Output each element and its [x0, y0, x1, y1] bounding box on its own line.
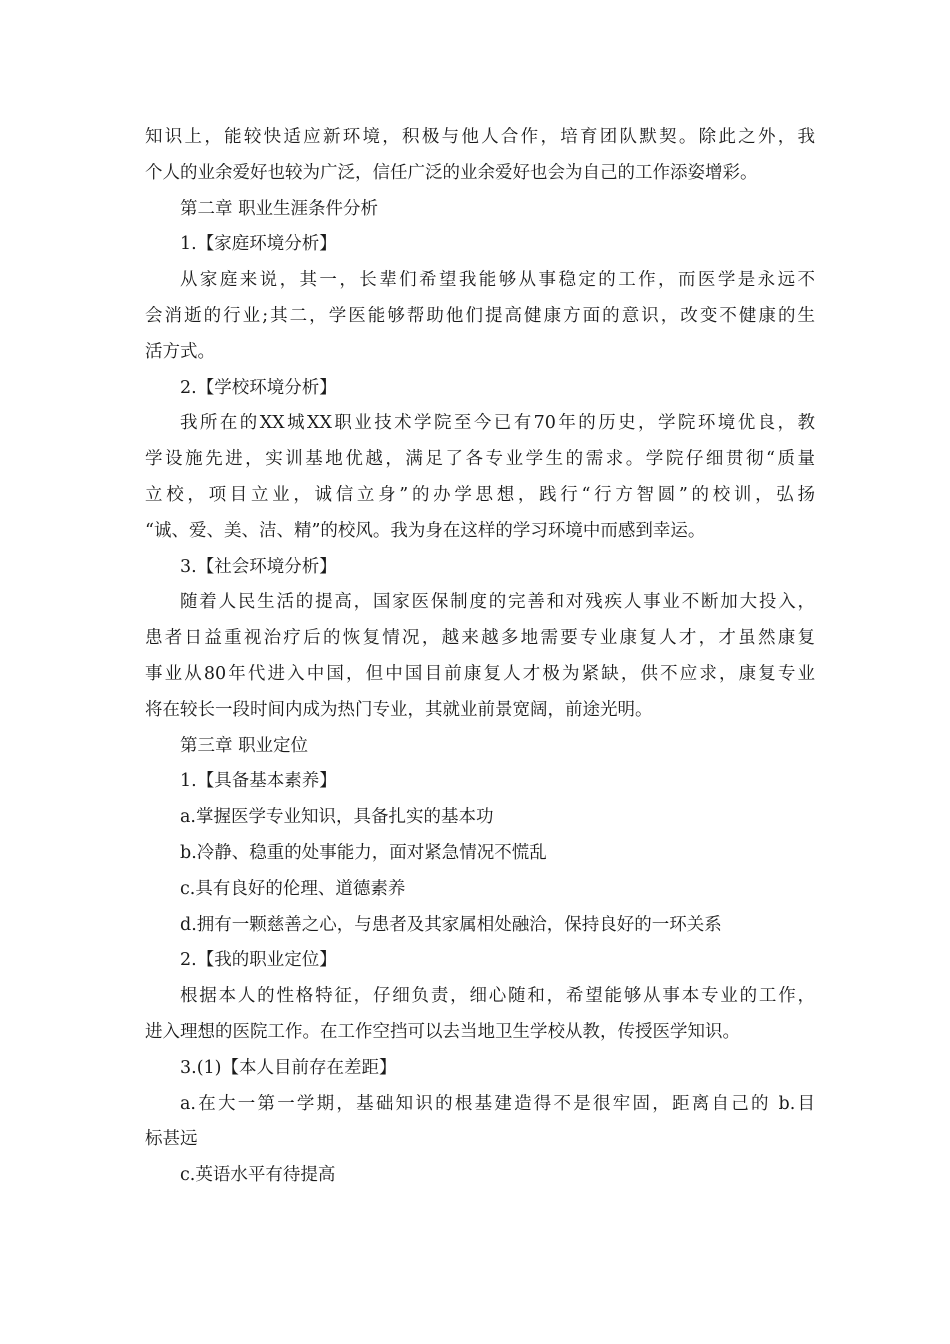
- document-line: 会消逝的行业;其二，学医能够帮助他们提高健康方面的意识，改变不健康的生: [145, 305, 815, 326]
- document-line: 知识上，能较快适应新环境，积极与他人合作，培育团队默契。除此之外，我: [145, 127, 815, 147]
- document-line: 立校，项目立业，诚信立身”的办学思想，践行“行方智圆”的校训，弘扬: [145, 484, 815, 505]
- document-line: b.冷静、稳重的处事能力，面对紧急情况不慌乱: [180, 842, 547, 863]
- document-line: 2.【学校环境分析】: [180, 377, 337, 398]
- document-line: 我所在的XX城XX职业技术学院至今已有70年的历史，学院环境优良，教: [180, 413, 815, 434]
- document-line: 根据本人的性格特征，仔细负责，细心随和，希望能够从事本专业的工作，: [180, 986, 815, 1007]
- document-line: c.英语水平有待提高: [180, 1165, 336, 1186]
- document-line: 学设施先进，实训基地优越，满足了各专业学生的需求。学院仔细贯彻“质量: [145, 449, 815, 470]
- document-line: d.拥有一颗慈善之心，与患者及其家属相处融洽，保持良好的一环关系: [180, 914, 722, 935]
- document-line: 活方式。: [145, 341, 215, 362]
- document-line: 个人的业余爱好也较为广泛，信任广泛的业余爱好也会为自己的工作添姿增彩。: [145, 162, 758, 183]
- document-line: 事业从80年代进入中国，但中国目前康复人才极为紧缺，供不应求，康复专业: [145, 663, 815, 684]
- document-line: c.具有良好的伦理、道德素养: [180, 878, 406, 899]
- document-line: “诚、爱、美、洁、精”的校风。我为身在这样的学习环境中而感到幸运。: [145, 520, 706, 541]
- document-line: 随着人民生活的提高，国家医保制度的完善和对残疾人事业不断加大投入，: [180, 592, 815, 613]
- document-body: [145, 120, 815, 1194]
- document-line: 从家庭来说，其一，长辈们希望我能够从事稳定的工作，而医学是永远不: [180, 270, 815, 291]
- document-line: 3.【社会环境分析】: [180, 556, 337, 577]
- document-line: 患者日益重视治疗后的恢复情况，越来越多地需要专业康复人才，才虽然康复: [145, 628, 815, 649]
- document-line: 标甚远: [145, 1129, 198, 1150]
- document-line: 3.(1)【本人目前存在差距】: [180, 1057, 397, 1078]
- document-line: 将在较长一段时间内成为热门专业，其就业前景宽阔，前途光明。: [145, 699, 653, 720]
- document-line: 1.【具备基本素养】: [180, 771, 337, 792]
- document-line: 第二章 职业生涯条件分析: [180, 198, 379, 219]
- document-line: 1.【家庭环境分析】: [180, 234, 337, 255]
- document-line: 第三章 职业定位: [180, 735, 309, 756]
- document-line: a.在大一第一学期，基础知识的根基建造得不是很牢固，距离自己的 b.目: [180, 1093, 815, 1114]
- document-line: a.掌握医学专业知识，具备扎实的基本功: [180, 807, 494, 828]
- document-line: 进入理想的医院工作。在工作空挡可以去当地卫生学校从教，传授医学知识。: [145, 1021, 740, 1042]
- document-line: 2.【我的职业定位】: [180, 950, 337, 971]
